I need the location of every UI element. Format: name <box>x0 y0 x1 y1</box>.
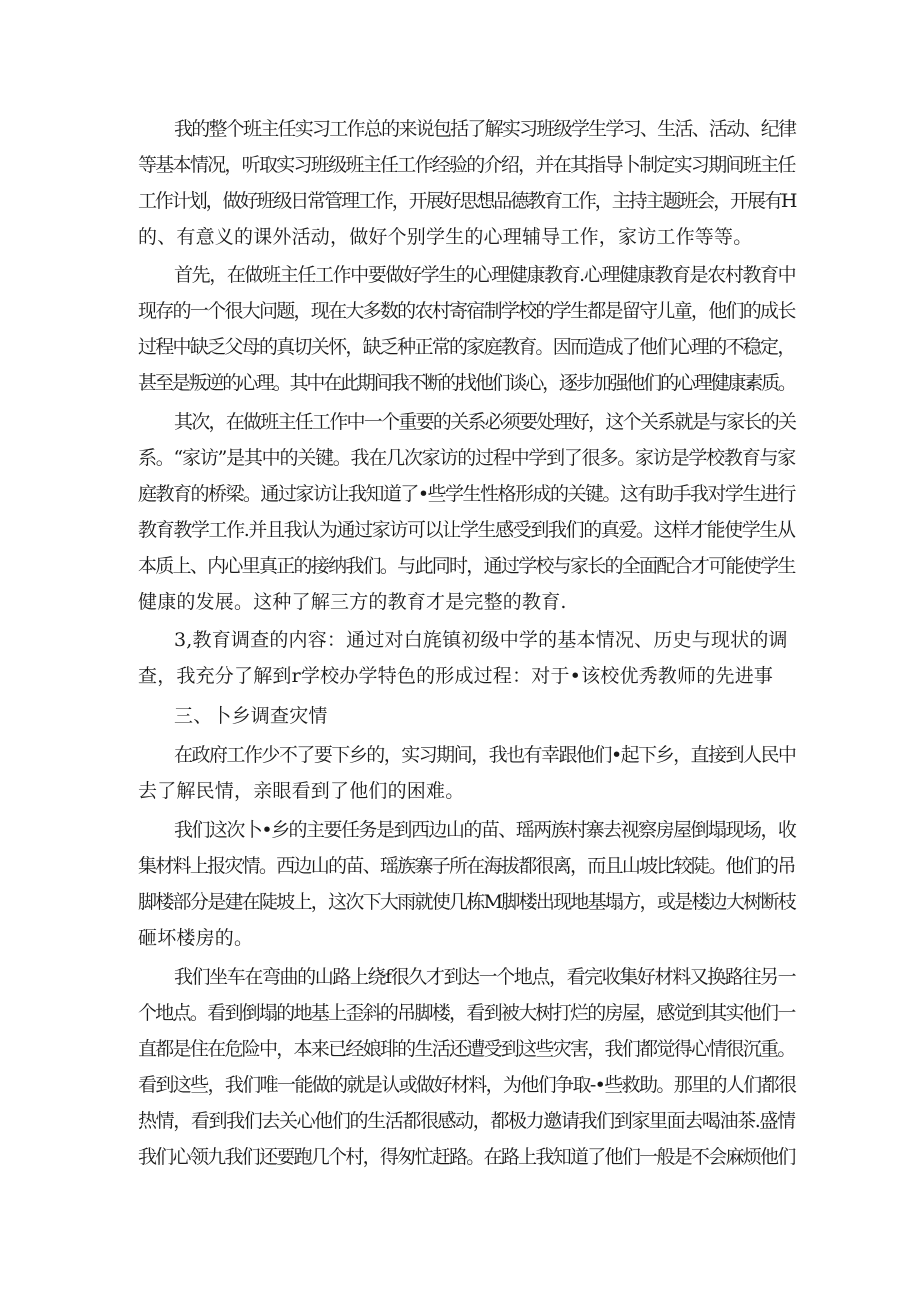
paragraph-3-line-1: 其次，在做班主任工作中一个重要的关系必须要处理好，这个关系就是与家长的关 <box>174 411 796 433</box>
paragraph-3-line-2: 系。“家访”是其中的关键。我在几次家访的过程中学到了很多。家访是学校教育与家 <box>138 447 796 469</box>
paragraph-4-line-1: 3,教育调查的内容：通过对白旄镇初级中学的基本情况、历史与现状的调 <box>174 629 788 651</box>
paragraph-6-line-1: 我们这次卜•乡的主要任务是到西边山的苗、瑶两族村寨去视察房屋倒塌现场，收 <box>174 819 796 841</box>
paragraph-1-line-4: 的、有意义的课外活动，做好个别学生的心理辅导工作，家访工作等等。 <box>138 226 753 248</box>
paragraph-7-line-5: 热情，看到我们去关心他们的生活都很感动，都极力邀请我们到家里面去喝油茶.盛情 <box>138 1110 795 1132</box>
paragraph-2-line-4: 甚至是叛逆的心理。其中在此期间我不断的找他们谈心，逐步加强他们的心理健康素质。 <box>138 372 795 394</box>
paragraph-2-line-1: 首先，在做班主任工作中要做好学生的心理健康教育.心理健康教育是农村教育中 <box>174 264 796 286</box>
paragraph-5-line-1: 在政府工作少不了要下乡的，实习期间，我也有幸跟他们•起下乡，直接到人民中 <box>174 744 796 766</box>
paragraph-6-line-2: 集材料上报灾情。西边山的苗、瑶族寨子所在海拔都很离，而且山坡比较陡。他们的吊 <box>138 855 795 877</box>
paragraph-5-line-2: 去了解民情，亲眼看到了他们的困难。 <box>138 780 465 802</box>
paragraph-2-line-3: 过程中缺乏父母的真切关怀，缺乏种正常的家庭教育。因而造成了他们心理的不稳定， <box>138 336 795 358</box>
paragraph-1-line-3: 工作计划，做好班级日常管理工作，开展好思想品德教育工作，主持主题班会，开展有H <box>138 190 796 212</box>
paragraph-3-line-3: 庭教育的桥梁。通过家访让我知道了•些学生性格形成的关键。这有助手我对学生进行 <box>138 483 795 505</box>
paragraph-1-line-2: 等基本情况，听取实习班级班主任工作经验的介绍，并在其指导卜制定实习期间班主任 <box>138 154 795 176</box>
paragraph-6-line-3: 脚楼部分是建在陡坡上，这次下大雨就使几栋M脚楼出现地基塌方，或是楼边大树断枝 <box>138 891 796 913</box>
section-heading: 三、卜乡调查灾情 <box>174 705 328 727</box>
paragraph-4-line-2: 查，我充分了解到r学校办学特色的形成过程：对于•该校优秀教师的先进事 <box>138 665 774 687</box>
paragraph-2-line-2: 现存的一个很大问题，现在大多数的农村寄宿制学校的学生都是留守儿童，他们的成长 <box>138 300 795 322</box>
paragraph-7-line-2: 个地点。看到倒塌的地基上歪斜的吊脚楼，看到被大树打烂的房屋，感觉到其实他们一 <box>138 1002 795 1024</box>
paragraph-3-line-6: 健康的发展。这种了解三方的教育才是完整的教育. <box>138 591 567 613</box>
paragraph-1-line-1: 我的整个班主任实习工作总的来说包括了解实习班级学生学习、生活、活动、纪律 <box>174 118 796 140</box>
paragraph-6-line-4: 砸坏楼房的。 <box>138 927 254 949</box>
paragraph-3-line-4: 教育教学工作.并且我认为通过家访可以让学生感受到我们的真爱。这样才能使学生从 <box>138 519 795 541</box>
paragraph-3-line-5: 本质上、内心里真正的接纳我们。与此同时，通过学校与家长的全面配合才可能使学生 <box>138 555 795 577</box>
paragraph-7-line-1: 我们坐车在弯曲的山路上绕f很久才到达一个地点，看完收集好材料又换路往另一 <box>174 966 796 988</box>
paragraph-7-line-3: 直都是住在危险中，本来已经娘琲的生活还遭受到这些灾害，我们都觉得心情很沉重。 <box>138 1038 795 1060</box>
paragraph-7-line-4: 看到这些，我们唯一能做的就是认或做好材料，为他们争取-•些救助。那里的人们都很 <box>138 1074 796 1096</box>
paragraph-7-line-6: 我们心领九我们还要跑几个村，得匆忙赶路。在路上我知道了他们一般是不会麻烦他们 <box>138 1146 795 1168</box>
